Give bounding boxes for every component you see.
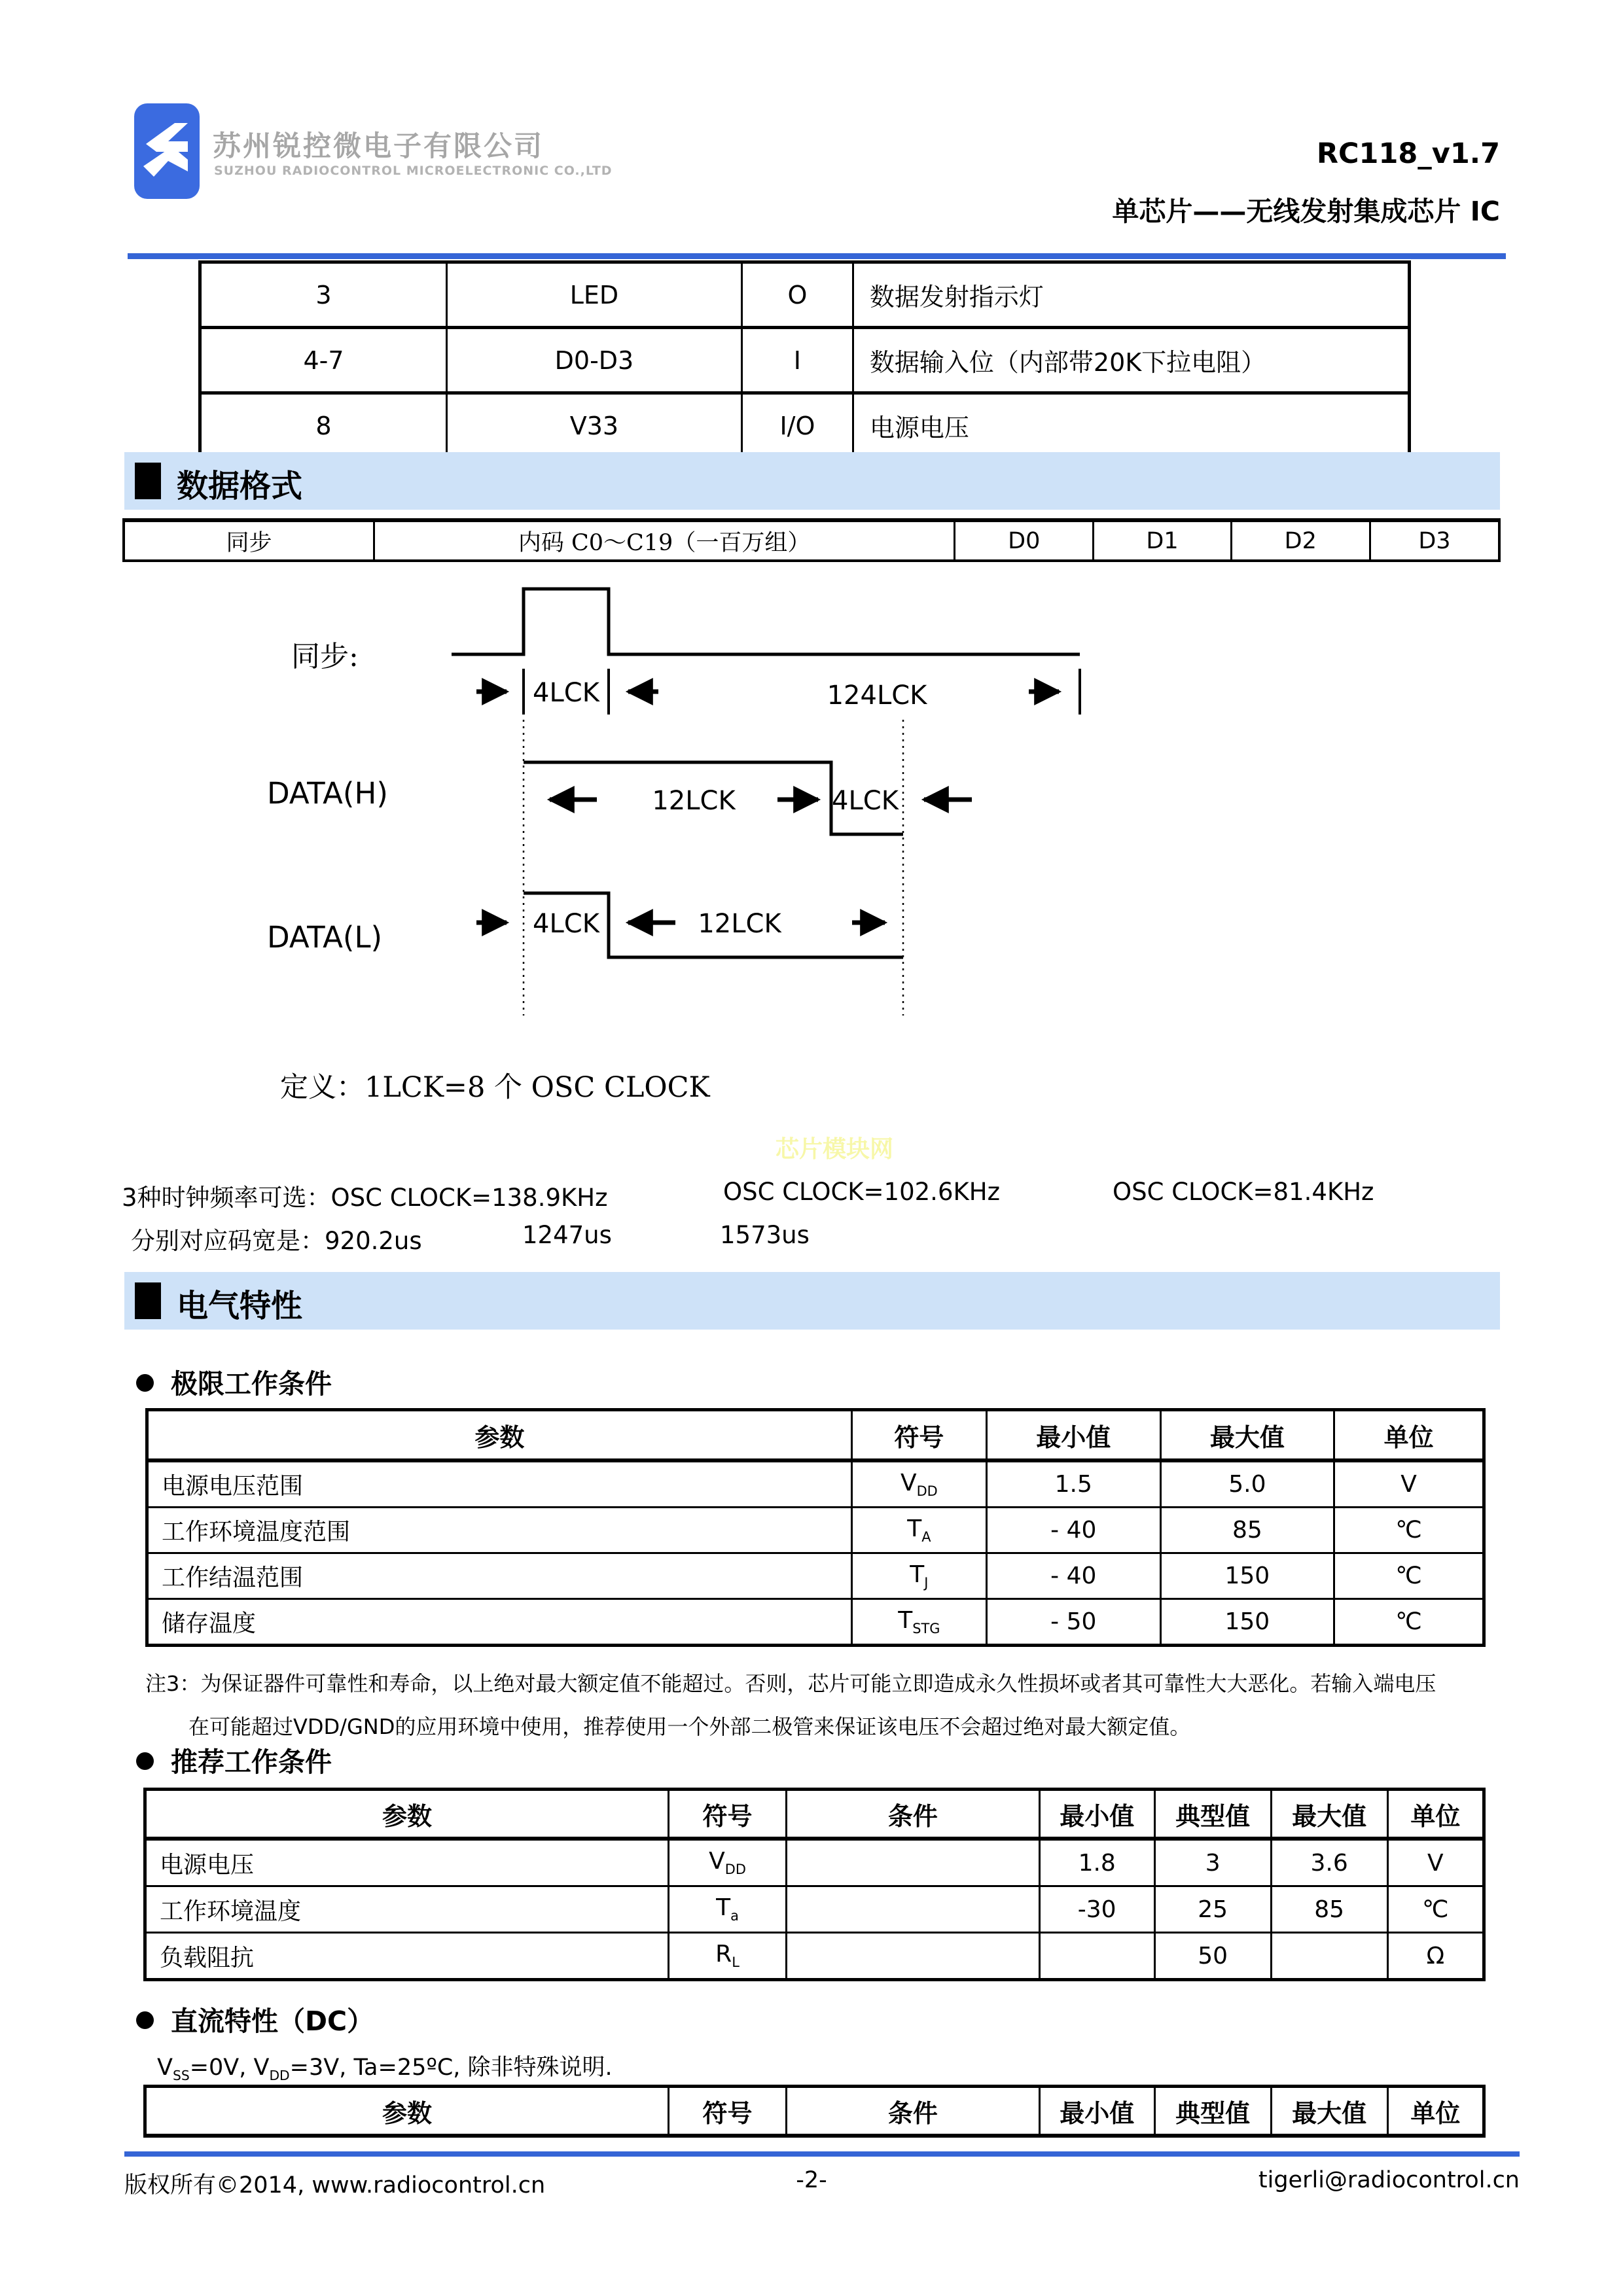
limits-heading-text: 极限工作条件 [171,1368,332,1400]
cell-max: 85 [1271,1886,1387,1933]
lck-definition: 定义：1LCK=8 个 OSC CLOCK [280,1071,710,1104]
cell-pin: 8 [200,393,447,459]
col-param: 参数 [145,2087,669,2136]
cell-typ: 50 [1154,1933,1271,1980]
recommended-heading-text: 推荐工作条件 [171,1746,332,1778]
cell-max: 5.0 [1160,1460,1334,1508]
cell-param: 电源电压范围 [147,1460,852,1508]
cell-symbol: $T_{STG}$ [851,1599,986,1646]
sync-period-label: 124LCK [827,680,927,711]
cell-unit: ℃ [1387,1886,1484,1933]
pin-table [198,260,1411,460]
clock-option-2: OSC CLOCK=102.6KHz [723,1178,1000,1206]
cell-max [1271,1933,1387,1980]
table-row [145,1886,1484,1933]
col-symbol: 符号 [851,1410,986,1461]
cell-name: D0-D3 [446,328,741,393]
table-row [200,262,1410,328]
dc-heading-text: 直流特性（DC） [171,2005,374,2037]
section-title: 电气特性 [177,1288,303,1324]
company-name-en: SUZHOU RADIOCONTROL MICROELECTRONIC CO.,LTD [214,164,613,178]
col-min: 最小值 [987,1410,1161,1461]
cell-d2: D2 [1231,520,1370,561]
recommended-heading [136,1740,332,1779]
code-width-label: 分别对应码宽是：920.2us [131,1227,422,1255]
cell-min: 1.8 [1039,1839,1154,1886]
dc-condition: $V_{SS}=0V$, $V_{DD}=3V$, Ta=25ºC, 除非特殊说明. [157,2055,613,2083]
section-title: 数据格式 [177,468,303,504]
cell-param: 负载阻抗 [145,1933,669,1980]
limits-table [145,1408,1486,1647]
note-label: 注3： [145,1671,201,1696]
data-l-label: DATA(L) [267,920,383,955]
bullet-icon [136,2011,154,2029]
cell-code: 内码 C0～C19（一百万组） [374,520,955,561]
code-width-2: 1247us [522,1221,612,1249]
cell-min [1039,1933,1154,1980]
recommended-table [143,1788,1486,1981]
bullet-icon [136,1752,154,1770]
footer-email: tigerli@radiocontrol.cn [1258,2167,1520,2193]
cell-unit: V [1334,1460,1484,1508]
col-typ: 典型值 [1154,1790,1271,1839]
clock-option-3: OSC CLOCK=81.4KHz [1113,1178,1374,1206]
footer-page-number: -2- [796,2167,827,2193]
col-param: 参数 [145,1790,669,1839]
note-line-2: 在可能超过VDD/GND的应用环境中使用，推荐使用一个外部二极管来保证该电压不会超过绝对最大额定值。 [188,1714,1191,1739]
h-low-label: 4LCK [832,786,899,816]
cell-symbol: $T_J$ [851,1553,986,1599]
dc-heading [136,2000,374,2038]
cell-param: 电源电压 [145,1839,669,1886]
cell-unit: ℃ [1334,1508,1484,1553]
cell-desc: 数据发射指示灯 [853,262,1409,328]
col-max: 最大值 [1160,1410,1334,1461]
cell-min: -30 [1039,1886,1154,1933]
col-max: 最大值 [1271,1790,1387,1839]
col-typ: 典型值 [1154,2087,1271,2136]
cell-typ: 25 [1154,1886,1271,1933]
cell-cond [787,1886,1040,1933]
cell-symbol: $V_{DD}$ [668,1839,786,1886]
cell-io: O [741,262,853,328]
cell-min: - 40 [987,1508,1161,1553]
bullet-icon [136,1374,154,1392]
section-bar-electrical [124,1272,1500,1330]
table-row [145,1933,1484,1980]
l-high-label: 4LCK [533,909,599,939]
cell-max: 150 [1160,1553,1334,1599]
cell-param: 工作结温范围 [147,1553,852,1599]
col-cond: 条件 [787,1790,1040,1839]
sync-waveform-label: 同步: [291,640,359,673]
cell-min: 1.5 [987,1460,1161,1508]
cell-param: 工作环境温度范围 [147,1508,852,1553]
h-high-label: 12LCK [652,786,736,816]
cell-unit: ℃ [1334,1599,1484,1646]
table-row [124,520,1499,561]
cell-param: 储存温度 [147,1599,852,1646]
table-row [147,1599,1484,1646]
cell-unit: ℃ [1334,1553,1484,1599]
sync-pulse-width-label: 4LCK [533,678,599,708]
l-low-label: 12LCK [698,909,781,939]
table-header-row [145,2087,1484,2136]
table-row [147,1508,1484,1553]
cell-param: 工作环境温度 [145,1886,669,1933]
footer-rule [124,2151,1520,2157]
section-bar-data-format [124,452,1500,510]
col-unit: 单位 [1387,1790,1484,1839]
table-header-row [147,1410,1484,1461]
footer-copyright: 版权所有©2014, www.radiocontrol.cn [124,2172,546,2199]
col-max: 最大值 [1271,2087,1387,2136]
col-param: 参数 [147,1410,852,1461]
cell-name: V33 [446,393,741,459]
cell-io: I [741,328,853,393]
cell-max: 3.6 [1271,1839,1387,1886]
code-width-3: 1573us [720,1221,810,1249]
col-unit: 单位 [1334,1410,1484,1461]
cell-symbol: $R_L$ [668,1933,786,1980]
cell-desc: 电源电压 [853,393,1409,459]
clock-options-label: 3种时钟频率可选：OSC CLOCK=138.9KHz [122,1184,608,1212]
col-min: 最小值 [1039,1790,1154,1839]
dc-table [143,2085,1486,2138]
cell-typ: 3 [1154,1839,1271,1886]
col-symbol: 符号 [668,1790,786,1839]
data-h-label: DATA(H) [267,776,388,811]
watermark: 芯片模块网 [776,1136,894,1163]
cell-name: LED [446,262,741,328]
table-header-row [145,1790,1484,1839]
col-symbol: 符号 [668,2087,786,2136]
limits-heading [136,1362,332,1401]
header-rule [128,253,1506,259]
cell-sync: 同步 [124,520,374,561]
cell-io: I/O [741,393,853,459]
cell-symbol: $T_a$ [668,1886,786,1933]
note-line-1: 注3：为保证器件可靠性和寿命，以上绝对最大额定值不能超过。否则，芯片可能立即造成永久性损坏或者其可靠性大大恶化。若输入端电压 [145,1671,1436,1696]
section-square-icon [135,463,161,499]
table-row [200,328,1410,393]
section-square-icon [135,1282,161,1319]
timing-diagram [196,563,1178,1086]
data-format-table [122,518,1501,562]
doc-id: RC118_v1.7 [1316,137,1500,170]
table-row [147,1553,1484,1599]
cell-max: 150 [1160,1599,1334,1646]
sync-waveform [452,589,1080,654]
col-unit: 单位 [1387,2087,1484,2136]
table-row [200,393,1410,459]
cell-pin: 4-7 [200,328,447,393]
cell-max: 85 [1160,1508,1334,1553]
cell-d3: D3 [1370,520,1499,561]
cell-d1: D1 [1094,520,1231,561]
cell-min: - 40 [987,1553,1161,1599]
company-name-cn: 苏州锐控微电子有限公司 [213,130,544,163]
table-row [147,1460,1484,1508]
cell-symbol: $T_A$ [851,1508,986,1553]
doc-subtitle: 单芯片——无线发射集成芯片 IC [1112,196,1500,227]
cell-d0: D0 [955,520,1094,561]
cell-pin: 3 [200,262,447,328]
cell-unit: V [1387,1839,1484,1886]
col-cond: 条件 [787,2087,1040,2136]
cell-desc: 数据输入位（内部带20K下拉电阻） [853,328,1409,393]
cell-cond [787,1933,1040,1980]
cell-min: - 50 [987,1599,1161,1646]
cell-cond [787,1839,1040,1886]
table-row [145,1839,1484,1886]
cell-symbol: $V_{DD}$ [851,1460,986,1508]
col-min: 最小值 [1039,2087,1154,2136]
cell-unit: Ω [1387,1933,1484,1980]
